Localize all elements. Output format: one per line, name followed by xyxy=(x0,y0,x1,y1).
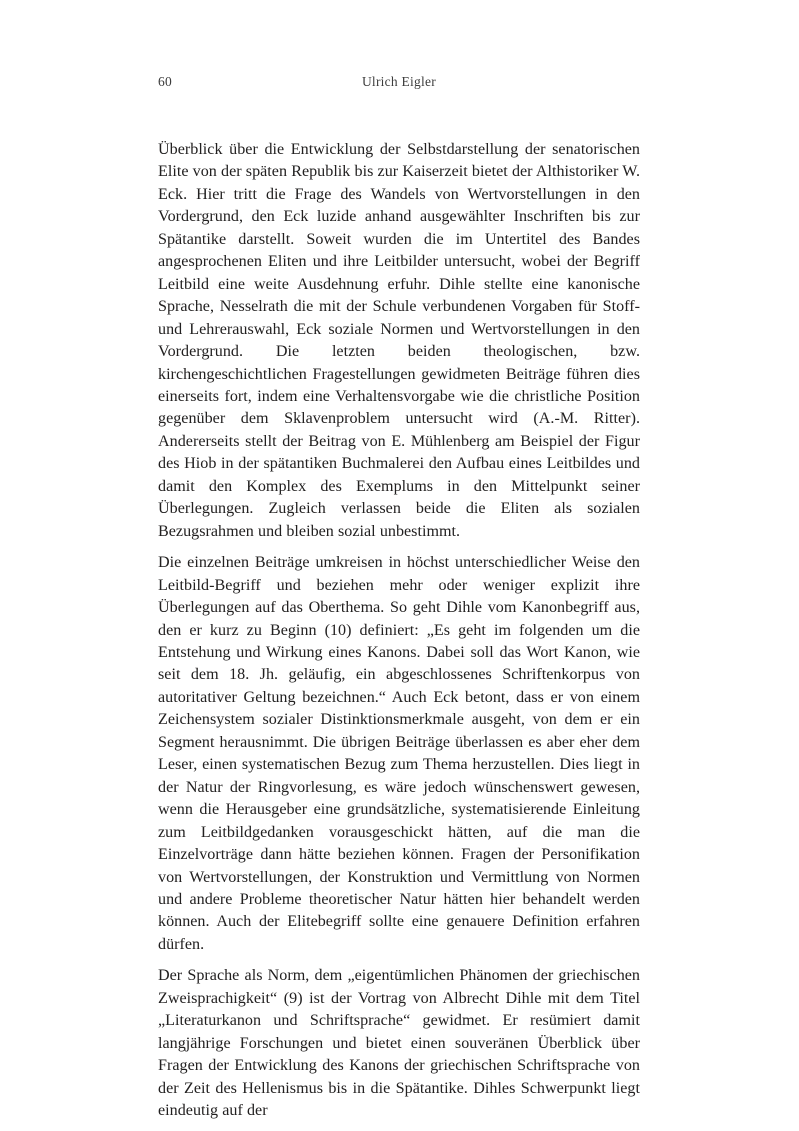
body-text-column xyxy=(158,139,640,1122)
running-header xyxy=(158,72,640,92)
paragraph-1: Überblick über die Entwicklung der Selbstdarstellung der senatorischen Elite von der späten Republik bis zur Kaiserzeit bietet der Althistoriker W. Eck. Hier tritt die Frage des Wandels von Wertvorstellungen in den Vordergrund, den Eck luzide anhand ausgewählter Inschriften bis zur Spätantike darstellt. Soweit wurden die im Untertitel des Bandes angesprochenen Eliten und ihre Leitbilder untersucht, wobei der Begriff Leitbild eine weite Ausdehnung erfuhr. Dihle stellte eine kanonische Sprache, Nesselrath die mit der Schule verbundenen Vorgaben für Stoff- und Lehrerauswahl, Eck soziale Normen und Wertvorstellungen in den Vordergrund. Die letzten beiden theologischen, bzw. kirchengeschichtlichen Fragestellungen gewidmeten Beiträge führen dies einerseits fort, indem eine Verhaltensvorgabe wie die christliche Position gegenüber dem Sklavenproblem untersucht wird (A.-M. Ritter). Andererseits stellt der Beitrag von E. Mühlenberg am Beispiel der Figur des Hiob in der spätantiken Buchmalerei den Aufbau eines Leitbildes und damit den Komplex des Exemplums in den Mittelpunkt seiner Überlegungen. Zugleich verlassen beide die Eliten als sozialen Bezugsrahmen und bleiben sozial unbestimmt. xyxy=(158,141,640,540)
paragraph-2: Die einzelnen Beiträge umkreisen in höchst unterschiedlicher Weise den Leitbild-Begriff und beziehen mehr oder weniger explizit ihre Überlegungen auf das Oberthema. So geht Dihle vom Kanonbegriff aus, den er kurz zu Beginn (10) definiert: „Es geht im folgenden um die Entstehung und Wirkung eines Kanons. Dabei soll das Wort Kanon, wie seit dem 18. Jh. geläufig, ein abgeschlossenes Schriftenkorpus von autoritativer Geltung bezeichnen.“ Auch Eck betont, dass er von einem Zeichensystem sozialer Distinktionsmerkmale ausgeht, von dem er ein Segment herausnimmt. Die übrigen Beiträge überlassen es aber eher dem Leser, einen systematischen Bezug zum Thema herzustellen. Dies liegt in der Natur der Ringvorlesung, es wäre jedoch wünschenswert gewesen, wenn die Herausgeber eine grundsätzliche, systematisierende Einleitung zum Leitbildgedanken vorausgeschickt hätten, auf die man die Einzelvorträge dann hätte beziehen können. Fragen der Personifikation von Wertvorstellungen, der Konstruktion und Vermittlung von Normen und andere Probleme theoretischer Natur hätten hier behandelt werden können. Auch der Elitebegriff sollte eine genauere Definition erfahren dürfen. xyxy=(158,554,640,953)
paragraph-3: Der Sprache als Norm, dem „eigentümlichen Phänomen der griechischen Zweisprachigkeit“ (9) ist der Vortrag von Albrecht Dihle mit dem Titel „Literaturkanon und Schriftsprache“ gewidmet. Er resümiert damit langjährige Forschungen und bietet einen souveränen Überblick über Fragen der Entwicklung des Kanons der griechischen Schriftsprache von der Zeit des Hellenismus bis in die Spätantike. Dihles Schwerpunkt liegt eindeutig auf der xyxy=(158,967,640,1120)
page-number: 60 xyxy=(158,74,173,89)
running-head-author: Ulrich Eigler xyxy=(361,74,437,89)
